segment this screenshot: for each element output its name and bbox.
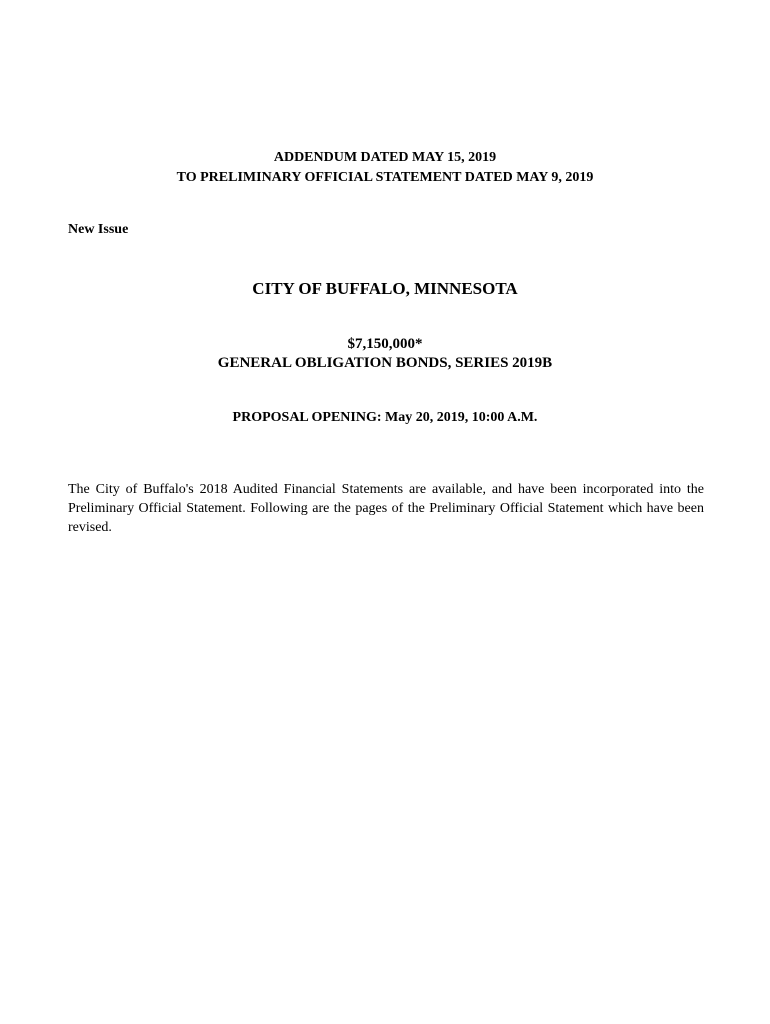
bond-amount: $7,150,000* [347, 336, 423, 352]
issuer-name: CITY OF BUFFALO, MINNESOTA [252, 279, 518, 298]
addendum-subtitle: TO PRELIMINARY OFFICIAL STATEMENT DATED MAY 9, 2019 [176, 170, 594, 185]
bond-title: GENERAL OBLIGATION BONDS, SERIES 2019B [217, 355, 553, 371]
addendum-title: ADDENDUM DATED MAY 15, 2019 [273, 150, 497, 165]
proposal-opening: PROPOSAL OPENING: May 20, 2019, 10:00 A.M. [232, 410, 538, 425]
new-issue-label: New Issue [68, 222, 129, 237]
body-paragraph: The City of Buffalo's 2018 Audited Financial Statements are available, and have been incorporated into the Preliminary Official Statement. Following are the pages of the Preliminary Official Statement which have been revised. [68, 482, 704, 535]
